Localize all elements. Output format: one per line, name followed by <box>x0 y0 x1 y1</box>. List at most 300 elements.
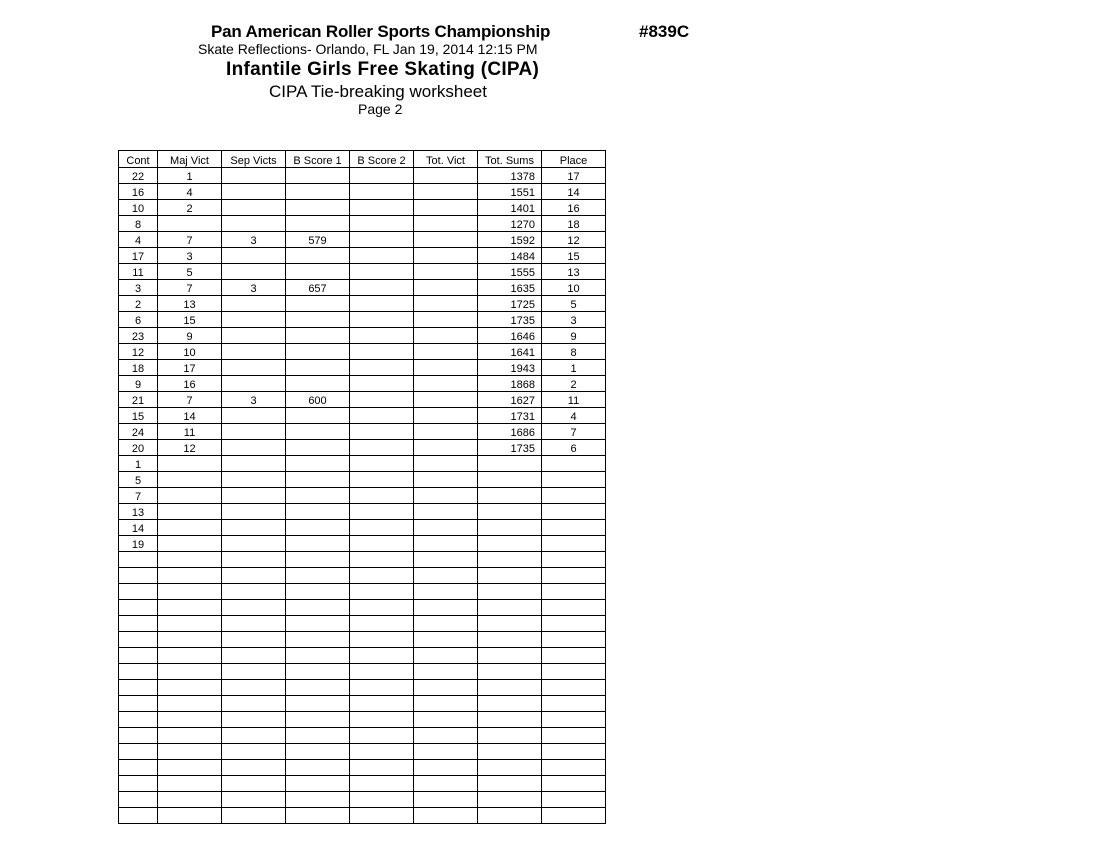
table-row <box>119 520 606 536</box>
cell-cont <box>119 648 158 664</box>
cell-maj-vict: 16 <box>158 376 222 392</box>
table-row <box>119 552 606 568</box>
page-number: Page 2 <box>358 101 403 117</box>
cell-cont <box>119 552 158 568</box>
cell-b-score-1 <box>286 360 350 376</box>
cell-b-score-1 <box>286 600 350 616</box>
cell-b-score-2 <box>350 232 414 248</box>
table-row <box>119 328 606 344</box>
cell-tot-sums: 1270 <box>478 216 542 232</box>
cell-b-score-2 <box>350 408 414 424</box>
cell-tot-sums: 1401 <box>478 200 542 216</box>
cell-sep-victs <box>222 424 286 440</box>
cell-b-score-1 <box>286 584 350 600</box>
cell-tot-sums: 1627 <box>478 392 542 408</box>
cell-maj-vict <box>158 760 222 776</box>
cell-maj-vict: 4 <box>158 184 222 200</box>
cell-cont: 5 <box>119 472 158 488</box>
cell-maj-vict: 17 <box>158 360 222 376</box>
cell-b-score-1 <box>286 616 350 632</box>
cell-tot-sums <box>478 568 542 584</box>
cell-tot-vict <box>414 728 478 744</box>
cell-tot-sums <box>478 632 542 648</box>
cell-maj-vict <box>158 696 222 712</box>
cell-b-score-1 <box>286 344 350 360</box>
worksheet-subtitle: CIPA Tie-breaking worksheet <box>269 82 487 101</box>
cell-sep-victs <box>222 536 286 552</box>
cell-tot-vict <box>414 168 478 184</box>
cell-b-score-2 <box>350 216 414 232</box>
cell-maj-vict: 11 <box>158 424 222 440</box>
cell-cont <box>119 568 158 584</box>
cell-tot-sums: 1725 <box>478 296 542 312</box>
cell-tot-vict <box>414 488 478 504</box>
table-row <box>119 776 606 792</box>
cell-tot-sums <box>478 488 542 504</box>
cell-cont: 8 <box>119 216 158 232</box>
cell-tot-vict <box>414 616 478 632</box>
cell-b-score-1 <box>286 456 350 472</box>
table-row <box>119 440 606 456</box>
cell-sep-victs <box>222 616 286 632</box>
cell-cont <box>119 792 158 808</box>
cell-b-score-1 <box>286 440 350 456</box>
table-row <box>119 536 606 552</box>
cell-b-score-1 <box>286 792 350 808</box>
cell-b-score-2 <box>350 648 414 664</box>
cell-sep-victs <box>222 520 286 536</box>
cell-sep-victs <box>222 312 286 328</box>
cell-tot-vict <box>414 808 478 824</box>
cell-sep-victs <box>222 504 286 520</box>
cell-cont: 7 <box>119 488 158 504</box>
cell-b-score-2 <box>350 680 414 696</box>
cell-place <box>542 648 606 664</box>
cell-b-score-2 <box>350 712 414 728</box>
table-row <box>119 664 606 680</box>
cell-b-score-2 <box>350 568 414 584</box>
cell-tot-vict <box>414 552 478 568</box>
cell-maj-vict: 1 <box>158 168 222 184</box>
cell-tot-sums: 1635 <box>478 280 542 296</box>
cell-maj-vict <box>158 664 222 680</box>
cell-cont: 11 <box>119 264 158 280</box>
cell-place: 12 <box>542 232 606 248</box>
cell-tot-vict <box>414 440 478 456</box>
cell-tot-vict <box>414 360 478 376</box>
cell-cont <box>119 600 158 616</box>
cell-cont: 1 <box>119 456 158 472</box>
cell-b-score-2 <box>350 744 414 760</box>
cell-b-score-1 <box>286 776 350 792</box>
cell-tot-sums <box>478 680 542 696</box>
cell-b-score-2 <box>350 552 414 568</box>
cell-tot-vict <box>414 344 478 360</box>
cell-sep-victs <box>222 728 286 744</box>
cell-maj-vict: 10 <box>158 344 222 360</box>
cell-b-score-1 <box>286 696 350 712</box>
cell-cont: 16 <box>119 184 158 200</box>
cell-b-score-2 <box>350 584 414 600</box>
cell-cont: 23 <box>119 328 158 344</box>
cell-tot-vict <box>414 568 478 584</box>
cell-tot-vict <box>414 472 478 488</box>
cell-tot-sums: 1555 <box>478 264 542 280</box>
tie-breaking-table <box>118 150 606 824</box>
cell-place <box>542 504 606 520</box>
cell-tot-sums: 1641 <box>478 344 542 360</box>
cell-tot-sums: 1735 <box>478 312 542 328</box>
cell-sep-victs <box>222 440 286 456</box>
cell-cont: 17 <box>119 248 158 264</box>
cell-sep-victs <box>222 200 286 216</box>
cell-place: 4 <box>542 408 606 424</box>
cell-tot-vict <box>414 504 478 520</box>
cell-sep-victs <box>222 168 286 184</box>
cell-tot-sums <box>478 520 542 536</box>
cell-b-score-2 <box>350 296 414 312</box>
cell-maj-vict <box>158 776 222 792</box>
cell-cont: 2 <box>119 296 158 312</box>
cell-sep-victs <box>222 568 286 584</box>
cell-place: 11 <box>542 392 606 408</box>
cell-maj-vict: 7 <box>158 232 222 248</box>
cell-sep-victs <box>222 184 286 200</box>
cell-b-score-1 <box>286 408 350 424</box>
column-header-tot-vict: Tot. Vict <box>414 151 478 168</box>
column-header-b-score-1: B Score 1 <box>286 151 350 168</box>
cell-b-score-1 <box>286 632 350 648</box>
table-row <box>119 280 606 296</box>
cell-b-score-2 <box>350 200 414 216</box>
cell-maj-vict <box>158 568 222 584</box>
cell-tot-sums <box>478 648 542 664</box>
cell-sep-victs <box>222 456 286 472</box>
cell-b-score-2 <box>350 616 414 632</box>
cell-maj-vict <box>158 632 222 648</box>
column-header-b-score-2: B Score 2 <box>350 151 414 168</box>
cell-tot-vict <box>414 280 478 296</box>
cell-tot-sums: 1868 <box>478 376 542 392</box>
cell-b-score-1 <box>286 312 350 328</box>
cell-place <box>542 760 606 776</box>
cell-cont: 22 <box>119 168 158 184</box>
cell-place: 1 <box>542 360 606 376</box>
table-row <box>119 504 606 520</box>
cell-place: 15 <box>542 248 606 264</box>
table-row <box>119 568 606 584</box>
cell-tot-sums <box>478 456 542 472</box>
cell-maj-vict: 15 <box>158 312 222 328</box>
cell-tot-sums <box>478 712 542 728</box>
cell-b-score-1 <box>286 424 350 440</box>
cell-sep-victs <box>222 216 286 232</box>
cell-tot-sums <box>478 808 542 824</box>
cell-cont: 6 <box>119 312 158 328</box>
cell-maj-vict <box>158 584 222 600</box>
cell-cont <box>119 744 158 760</box>
cell-cont: 21 <box>119 392 158 408</box>
table-row <box>119 360 606 376</box>
column-header-place: Place <box>542 151 606 168</box>
cell-sep-victs <box>222 648 286 664</box>
cell-tot-vict <box>414 248 478 264</box>
cell-place: 13 <box>542 264 606 280</box>
cell-b-score-2 <box>350 424 414 440</box>
table-row <box>119 408 606 424</box>
cell-cont: 3 <box>119 280 158 296</box>
cell-b-score-2 <box>350 600 414 616</box>
cell-sep-victs <box>222 600 286 616</box>
cell-cont: 15 <box>119 408 158 424</box>
cell-b-score-1 <box>286 168 350 184</box>
cell-place <box>542 520 606 536</box>
championship-title: Pan American Roller Sports Championship <box>211 22 551 41</box>
table-header-row <box>119 151 606 168</box>
table-row <box>119 200 606 216</box>
table-row <box>119 392 606 408</box>
table-row <box>119 424 606 440</box>
cell-place <box>542 536 606 552</box>
cell-b-score-1 <box>286 664 350 680</box>
cell-cont: 12 <box>119 344 158 360</box>
cell-cont: 24 <box>119 424 158 440</box>
cell-b-score-2 <box>350 504 414 520</box>
cell-place: 7 <box>542 424 606 440</box>
table-row <box>119 216 606 232</box>
cell-b-score-2 <box>350 168 414 184</box>
cell-sep-victs: 3 <box>222 280 286 296</box>
cell-tot-vict <box>414 760 478 776</box>
cell-sep-victs <box>222 344 286 360</box>
cell-tot-vict <box>414 200 478 216</box>
cell-maj-vict <box>158 472 222 488</box>
cell-cont <box>119 664 158 680</box>
cell-tot-sums: 1735 <box>478 440 542 456</box>
table-row <box>119 760 606 776</box>
cell-sep-victs <box>222 664 286 680</box>
table-row <box>119 168 606 184</box>
cell-maj-vict: 12 <box>158 440 222 456</box>
cell-tot-sums <box>478 744 542 760</box>
cell-sep-victs <box>222 360 286 376</box>
cell-b-score-2 <box>350 776 414 792</box>
cell-b-score-2 <box>350 808 414 824</box>
cell-cont <box>119 680 158 696</box>
cell-place: 17 <box>542 168 606 184</box>
cell-maj-vict <box>158 648 222 664</box>
cell-place <box>542 664 606 680</box>
cell-b-score-2 <box>350 760 414 776</box>
cell-sep-victs <box>222 632 286 648</box>
cell-cont: 13 <box>119 504 158 520</box>
cell-cont <box>119 584 158 600</box>
cell-place <box>542 744 606 760</box>
cell-cont <box>119 808 158 824</box>
cell-maj-vict <box>158 504 222 520</box>
cell-place <box>542 552 606 568</box>
cell-b-score-2 <box>350 264 414 280</box>
cell-tot-sums: 1646 <box>478 328 542 344</box>
cell-sep-victs <box>222 808 286 824</box>
cell-sep-victs <box>222 488 286 504</box>
cell-tot-vict <box>414 392 478 408</box>
cell-place: 3 <box>542 312 606 328</box>
cell-tot-sums <box>478 472 542 488</box>
cell-cont <box>119 616 158 632</box>
cell-tot-vict <box>414 408 478 424</box>
cell-maj-vict: 9 <box>158 328 222 344</box>
cell-maj-vict: 2 <box>158 200 222 216</box>
cell-place <box>542 616 606 632</box>
cell-tot-sums <box>478 616 542 632</box>
cell-sep-victs <box>222 376 286 392</box>
cell-tot-vict <box>414 584 478 600</box>
cell-place <box>542 488 606 504</box>
table-row <box>119 312 606 328</box>
cell-b-score-2 <box>350 328 414 344</box>
cell-place <box>542 808 606 824</box>
cell-b-score-2 <box>350 312 414 328</box>
cell-tot-vict <box>414 376 478 392</box>
cell-tot-vict <box>414 744 478 760</box>
cell-maj-vict: 5 <box>158 264 222 280</box>
cell-tot-sums <box>478 552 542 568</box>
cell-sep-victs <box>222 584 286 600</box>
cell-b-score-1 <box>286 568 350 584</box>
cell-tot-vict <box>414 712 478 728</box>
column-header-sep-victs: Sep Victs <box>222 151 286 168</box>
table-row <box>119 344 606 360</box>
cell-sep-victs <box>222 552 286 568</box>
cell-tot-sums <box>478 600 542 616</box>
cell-tot-sums: 1551 <box>478 184 542 200</box>
cell-sep-victs <box>222 712 286 728</box>
cell-maj-vict: 3 <box>158 248 222 264</box>
cell-place: 18 <box>542 216 606 232</box>
cell-maj-vict <box>158 808 222 824</box>
cell-maj-vict <box>158 728 222 744</box>
cell-b-score-1 <box>286 648 350 664</box>
cell-tot-sums <box>478 776 542 792</box>
table-row <box>119 184 606 200</box>
cell-b-score-2 <box>350 664 414 680</box>
table-row <box>119 600 606 616</box>
cell-b-score-2 <box>350 536 414 552</box>
cell-b-score-1 <box>286 200 350 216</box>
cell-b-score-2 <box>350 184 414 200</box>
cell-place: 14 <box>542 184 606 200</box>
cell-maj-vict <box>158 536 222 552</box>
cell-tot-vict <box>414 296 478 312</box>
cell-tot-sums: 1592 <box>478 232 542 248</box>
cell-b-score-1 <box>286 248 350 264</box>
table-row <box>119 680 606 696</box>
cell-b-score-1 <box>286 264 350 280</box>
cell-b-score-1: 579 <box>286 232 350 248</box>
cell-b-score-2 <box>350 520 414 536</box>
cell-tot-vict <box>414 680 478 696</box>
cell-sep-victs <box>222 760 286 776</box>
table-row <box>119 456 606 472</box>
event-title: Infantile Girls Free Skating (CIPA) <box>226 59 540 80</box>
cell-sep-victs <box>222 744 286 760</box>
cell-b-score-1 <box>286 760 350 776</box>
cell-sep-victs: 3 <box>222 232 286 248</box>
cell-maj-vict <box>158 680 222 696</box>
cell-tot-sums: 1943 <box>478 360 542 376</box>
table-row <box>119 728 606 744</box>
table-body <box>119 168 606 824</box>
cell-tot-sums <box>478 536 542 552</box>
cell-b-score-1 <box>286 376 350 392</box>
cell-tot-sums: 1686 <box>478 424 542 440</box>
cell-maj-vict <box>158 616 222 632</box>
cell-maj-vict <box>158 600 222 616</box>
cell-place <box>542 568 606 584</box>
cell-place: 6 <box>542 440 606 456</box>
table-row <box>119 808 606 824</box>
cell-b-score-2 <box>350 280 414 296</box>
cell-b-score-2 <box>350 488 414 504</box>
cell-tot-vict <box>414 664 478 680</box>
cell-b-score-1 <box>286 472 350 488</box>
cell-place <box>542 776 606 792</box>
cell-tot-sums: 1378 <box>478 168 542 184</box>
cell-sep-victs <box>222 680 286 696</box>
cell-b-score-1 <box>286 520 350 536</box>
cell-cont: 14 <box>119 520 158 536</box>
cell-b-score-1 <box>286 328 350 344</box>
cell-b-score-2 <box>350 632 414 648</box>
cell-tot-vict <box>414 520 478 536</box>
cell-cont: 10 <box>119 200 158 216</box>
cell-sep-victs <box>222 248 286 264</box>
cell-sep-victs: 3 <box>222 392 286 408</box>
cell-cont: 20 <box>119 440 158 456</box>
cell-cont <box>119 728 158 744</box>
venue-datetime: Skate Reflections- Orlando, FL Jan 19, 2014 12:15 PM <box>198 41 538 57</box>
cell-tot-vict <box>414 776 478 792</box>
cell-maj-vict: 7 <box>158 280 222 296</box>
table-row <box>119 296 606 312</box>
cell-tot-sums: 1731 <box>478 408 542 424</box>
table-row <box>119 616 606 632</box>
table-row <box>119 232 606 248</box>
cell-tot-vict <box>414 632 478 648</box>
cell-place <box>542 472 606 488</box>
cell-b-score-2 <box>350 472 414 488</box>
cell-place <box>542 712 606 728</box>
cell-place <box>542 680 606 696</box>
cell-tot-vict <box>414 216 478 232</box>
table-row <box>119 744 606 760</box>
cell-sep-victs <box>222 776 286 792</box>
cell-b-score-1 <box>286 712 350 728</box>
cell-tot-sums <box>478 792 542 808</box>
cell-place: 2 <box>542 376 606 392</box>
column-header-cont: Cont <box>119 151 158 168</box>
cell-b-score-2 <box>350 376 414 392</box>
cell-tot-sums <box>478 664 542 680</box>
cell-tot-vict <box>414 648 478 664</box>
cell-cont <box>119 776 158 792</box>
cell-maj-vict: 7 <box>158 392 222 408</box>
cell-cont <box>119 696 158 712</box>
table-row <box>119 632 606 648</box>
cell-cont: 4 <box>119 232 158 248</box>
cell-tot-sums <box>478 696 542 712</box>
